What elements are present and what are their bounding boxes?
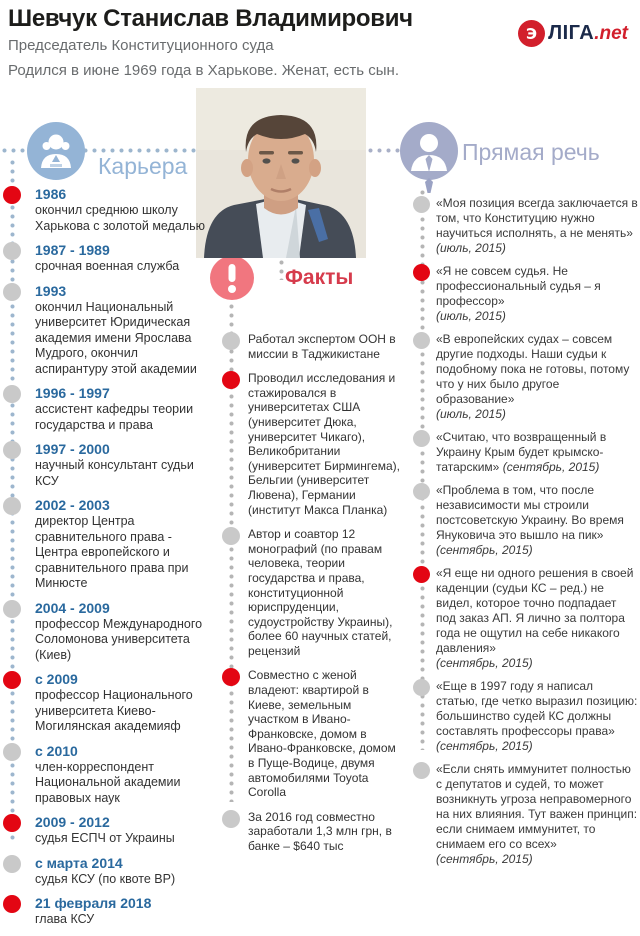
- career-section: [0, 186, 212, 936]
- quote-date: (сентябрь, 2015): [436, 739, 533, 753]
- career-section-title: Карьера: [98, 153, 188, 179]
- timeline-dot: [222, 371, 240, 389]
- timeline-dot: [3, 671, 21, 689]
- quote-date: (сентябрь, 2015): [436, 656, 533, 670]
- timeline-dot: [222, 668, 240, 686]
- person-bio-line: Родился в июне 1969 года в Харькове. Женат, есть сын.: [8, 61, 400, 79]
- timeline-dot: [3, 743, 21, 761]
- quote-date: (сентябрь, 2015): [436, 543, 533, 557]
- career-judge-icon: [27, 122, 85, 185]
- facts-section: [210, 332, 402, 864]
- quote-item: «В европейских судах – совсем другие подходы. Наши судьи к подобному пока не готовы, потому что у них было другое образование» (июль, 2015): [436, 332, 638, 422]
- timeline-dot: [222, 527, 240, 545]
- liga-net-logo[interactable]: [518, 20, 628, 47]
- fact-item: Автор и соавтор 12 монографий (по правам человека, теории государства и права, конституционной юриспруденции, судоустройству Украины), более 60 научных статей, рецензий: [210, 527, 402, 658]
- career-item: с 2009 профессор Национального университета Киево-Могилянская академияф: [0, 671, 212, 735]
- svg-text:Э: Э: [526, 25, 538, 43]
- fact-item: Работал экспертом ООН в миссии в Таджикистане: [210, 332, 402, 361]
- career-item: 2009 - 2012 судья ЕСПЧ от Украины: [0, 814, 212, 847]
- timeline-dot: [3, 186, 21, 204]
- person-role: Председатель Конституционного суда: [8, 37, 274, 55]
- timeline-dot: [413, 679, 430, 696]
- facts-list: [210, 332, 402, 854]
- timeline-dot: [413, 762, 430, 779]
- portrait-photo: [196, 88, 366, 258]
- timeline-dot: [3, 441, 21, 459]
- career-item: 1986 окончил среднюю школу Харькова с золотой медалью: [0, 186, 212, 234]
- quote-date: (сентябрь, 2015): [502, 460, 600, 474]
- career-item: 2002 - 2003 директор Центра сравнительного права - Центра европейского и сравнительного права при Минюсте: [0, 497, 212, 592]
- quote-date: (июль, 2015): [436, 309, 506, 323]
- career-item: 1997 - 2000 научный консультант судьи КСУ: [0, 441, 212, 489]
- timeline-dot: [413, 332, 430, 349]
- photo-facts-connector: [279, 258, 284, 280]
- fact-item: За 2016 год совместно заработали 1,3 млн грн, в банке – $640 тыс: [210, 810, 402, 854]
- career-list: [0, 186, 212, 928]
- quote-date: (июль, 2015): [436, 407, 506, 421]
- quote-item: «Моя позиция всегда заключается в том, что Конституцию нужно научиться исполнять, а не менять» (июль, 2015): [436, 196, 638, 256]
- timeline-dot: [413, 430, 430, 447]
- quote-item: «Я еще ни одного решения в своей каденции (судьи КС – ред.) не видел, которое точно подпадает под заказ АП. Я лично за полтора года не ощутил на себе никакого давления» (сентябрь, 2015): [436, 566, 638, 671]
- fact-item: Проводил исследования и стажировался в университетах США (университет Дюка, университет Чикаго), Великобритании (университет Бирмингема), Бельгии (университет Лювена), Германии (институт Макса Планка): [210, 371, 402, 517]
- page-title: Шевчук Станислав Владимирович: [8, 5, 413, 32]
- quote-date: (июль, 2015): [436, 241, 506, 255]
- timeline-dot: [413, 483, 430, 500]
- facts-exclamation-icon: [210, 256, 254, 305]
- quotes-section: [436, 196, 638, 875]
- fact-item: Совместно с женой владеют: квартирой в Киеве, земельным участком в Ивано-Франковске, домом в Ивано-Франковске, домом в Пуще-Водице, двумя автомобилями Toyota Corolla: [210, 668, 402, 799]
- quote-item: «Считаю, что возвращенный в Украину Крым будет крымско-татарским» (сентябрь, 2015): [436, 430, 638, 475]
- facts-section-title: Факты: [285, 266, 354, 289]
- timeline-dot: [3, 895, 21, 913]
- timeline-dot: [413, 566, 430, 583]
- logo-text-net: .net: [594, 22, 628, 44]
- timeline-dot: [413, 196, 430, 213]
- timeline-dot: [413, 264, 430, 281]
- quote-item: «Я не совсем судья. Не профессиональный судья – я профессор» (июль, 2015): [436, 264, 638, 324]
- career-item: с марта 2014 судья КСУ (по квоте ВР): [0, 855, 212, 888]
- career-item: 1987 - 1989 срочная военная служба: [0, 242, 212, 275]
- timeline-dot: [3, 385, 21, 403]
- quotes-icon-tie-tail: [425, 178, 432, 193]
- header: [8, 6, 508, 81]
- quotes-person-icon: [400, 122, 458, 185]
- timeline-dot: [3, 497, 21, 515]
- timeline-dot: [222, 332, 240, 350]
- quotes-section-title: Прямая речь: [462, 139, 600, 165]
- quotes-connector-line: [366, 148, 402, 153]
- quote-item: «Еще в 1997 году я написал статью, где четко выразил позицию: большинство судей КС должны составлять профессоры права» (сентябрь, 2015): [436, 679, 638, 754]
- timeline-dot: [222, 810, 240, 828]
- career-item: 1993 окончил Национальный университет Юридическая академия имени Ярослава Мудрого, окончил аспирантуру этой академии: [0, 283, 212, 378]
- career-item: 21 февраля 2018 глава КСУ: [0, 895, 212, 928]
- quotes-list: [436, 196, 638, 867]
- timeline-dot: [3, 814, 21, 832]
- quote-date: (сентябрь, 2015): [436, 852, 533, 866]
- quote-item: «Если снять иммунитет полностью с депутатов и судей, то может возникнуть угроза неправомерного на них влияния. Тут важен принцип: если снимаем иммунитет, то снимаем его со всех» (сентябрь, 2015): [436, 762, 638, 867]
- timeline-dot: [3, 283, 21, 301]
- career-item: 1996 - 1997 ассистент кафедры теории государства и права: [0, 385, 212, 433]
- liga-logo-icon: [518, 20, 548, 47]
- timeline-dot: [3, 242, 21, 260]
- timeline-dot: [3, 855, 21, 873]
- logo-text-liga: ЛІГА: [548, 22, 595, 44]
- career-item: с 2010 член-корреспондент Национальной академии правовых наук: [0, 743, 212, 807]
- quote-item: «Проблема в том, что после независимости мы строили постсоветскую Украину. Во время Януковича это вышло на пик» (сентябрь, 2015): [436, 483, 638, 558]
- career-item: 2004 - 2009 профессор Международного Соломонова университета (Киев): [0, 600, 212, 664]
- timeline-dot: [3, 600, 21, 618]
